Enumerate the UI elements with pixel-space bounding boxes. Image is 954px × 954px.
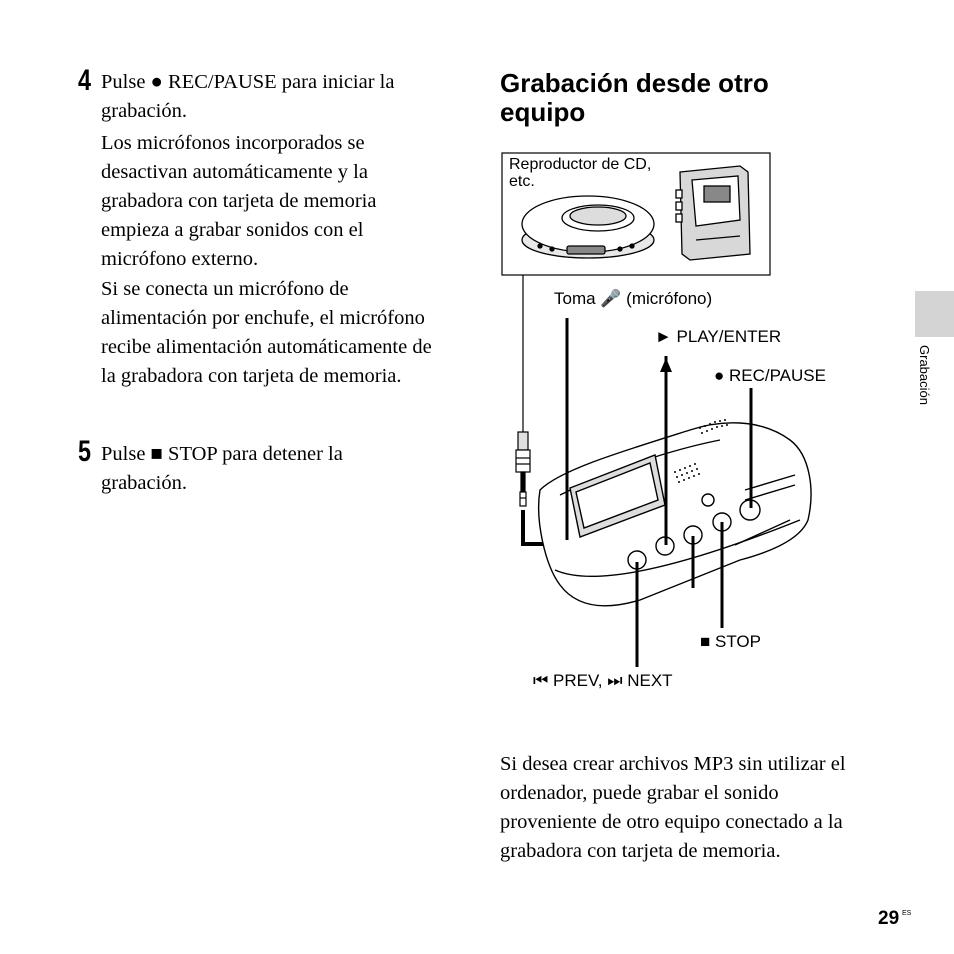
- step4-detail-2: Si se conecta un micrófono de alimentación por enchufe, el micrófono recibe alimentación automáticamente de la grabadora con tarjeta de memoria.: [101, 278, 432, 387]
- cd-player-illustration: [522, 196, 654, 258]
- play-enter-label: ► PLAY/ENTER: [655, 327, 782, 346]
- section-body: Si desea crear archivos MP3 sin utilizar el ordenador, puede grabar el sonido proveniente de otro equipo conectado a la grabadora con tarjeta de memoria.: [500, 753, 846, 862]
- stop-label: ■ STOP: [700, 632, 761, 651]
- step4-detail-1: Los micrófonos incorporados se desactivan automáticamente y la grabadora con tarjeta de memoria empieza a grabar sonidos con el micrófono externo.: [101, 132, 377, 270]
- rec-pause-label: ● REC/PAUSE: [714, 366, 826, 385]
- step4-instruction: Pulse ● REC/PAUSE para iniciar la grabación.: [101, 71, 395, 122]
- plug-illustration: [516, 432, 530, 506]
- page-language-suffix: ES: [902, 910, 912, 917]
- cassette-player-illustration: [676, 166, 750, 260]
- source-device-label: Reproductor de CD, etc.: [509, 156, 652, 190]
- step5-instruction: Pulse ■ STOP para detener la grabación.: [101, 443, 343, 494]
- sidebar-section-label: Grabación: [917, 345, 932, 405]
- recorder-illustration: [539, 419, 811, 606]
- step-number-5: 5: [78, 435, 92, 468]
- prev-next-label: ⏮ PREV, ⏭ NEXT: [533, 671, 673, 690]
- step-number-4: 4: [78, 64, 92, 97]
- mic-jack-label: Toma 🎤 (micrófono): [554, 289, 713, 308]
- section-title: Grabación desde otro equipo: [500, 68, 769, 127]
- page-number: 29: [878, 908, 900, 929]
